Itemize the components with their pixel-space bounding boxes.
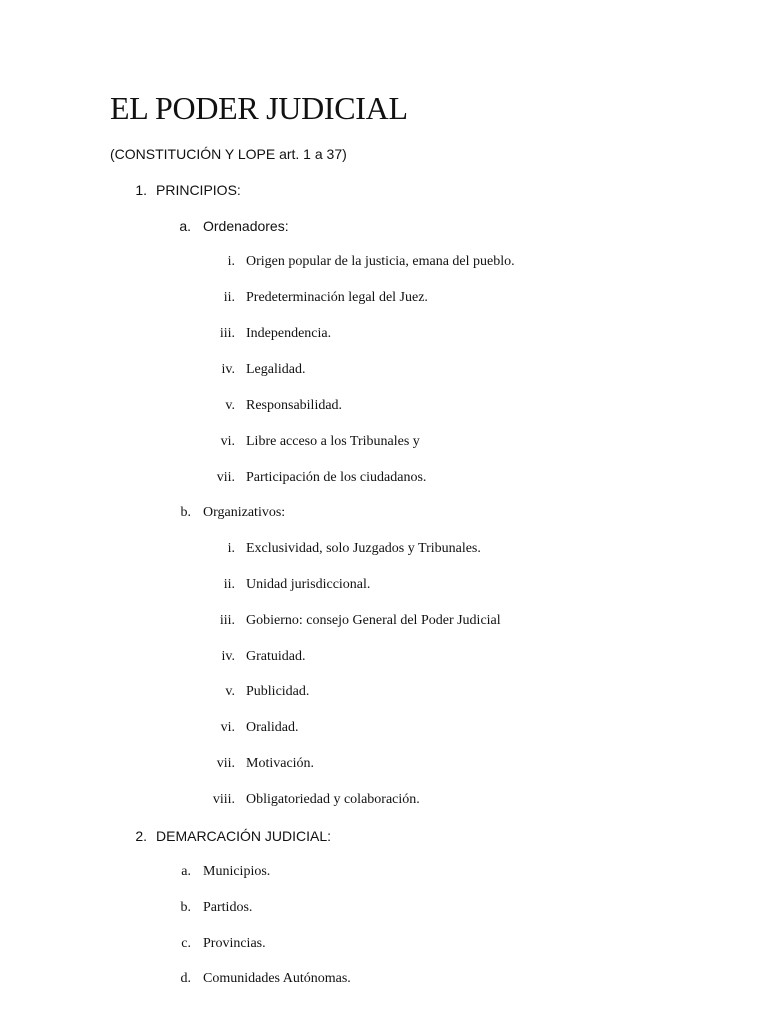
page-title: EL PODER JUDICIAL bbox=[110, 90, 408, 126]
list-marker: c. bbox=[181, 936, 191, 951]
list-item-text: Gobierno: consejo General del Poder Judicial bbox=[246, 613, 501, 628]
list-marker: ii. bbox=[223, 290, 235, 305]
list-marker: i. bbox=[227, 254, 235, 269]
list-marker: iii. bbox=[219, 326, 235, 341]
list-marker: a. bbox=[179, 218, 191, 234]
list-item-text: Municipios. bbox=[203, 864, 271, 879]
list-item-text: Unidad jurisdiccional. bbox=[246, 577, 371, 592]
list-item-text: Motivación. bbox=[246, 756, 315, 771]
list-marker: a. bbox=[181, 864, 191, 879]
list-item-text: Exclusividad, solo Juzgados y Tribunales. bbox=[246, 541, 481, 556]
list-marker: iv. bbox=[221, 362, 235, 377]
list-marker: viii. bbox=[212, 792, 235, 807]
list-item-text: Responsabilidad. bbox=[246, 398, 343, 413]
list-item-text: Legalidad. bbox=[246, 362, 306, 377]
list-marker: vii. bbox=[216, 470, 235, 485]
list-item-text: DEMARCACIÓN JUDICIAL: bbox=[156, 828, 332, 844]
list-item-text: Participación de los ciudadanos. bbox=[246, 470, 427, 485]
list-marker: b. bbox=[180, 900, 191, 915]
list-item-text: Partidos. bbox=[203, 900, 253, 915]
list-marker: b. bbox=[180, 505, 191, 520]
list-item-text: Oralidad. bbox=[246, 720, 299, 735]
list-item-text: Publicidad. bbox=[246, 684, 310, 699]
list-item-text: Origen popular de la justicia, emana del pueblo. bbox=[246, 254, 515, 269]
page-subtitle: (CONSTITUCIÓN Y LOPE art. 1 a 37) bbox=[110, 146, 347, 162]
list-marker: v. bbox=[225, 398, 235, 413]
list-marker: 1. bbox=[135, 182, 147, 198]
list-item-text: Libre acceso a los Tribunales y bbox=[246, 434, 420, 449]
list-item-text: Provincias. bbox=[203, 936, 266, 951]
list-marker: iv. bbox=[221, 649, 235, 664]
list-item-text: Independencia. bbox=[246, 326, 332, 341]
list-item-text: PRINCIPIOS: bbox=[156, 182, 241, 198]
list-marker: 2. bbox=[135, 828, 147, 844]
list-item-text: Obligatoriedad y colaboración. bbox=[246, 792, 420, 807]
list-item-text: Comunidades Autónomas. bbox=[203, 971, 351, 986]
list-marker: d. bbox=[180, 971, 191, 986]
list-marker: i. bbox=[227, 541, 235, 556]
list-item-text: Organizativos: bbox=[203, 505, 286, 520]
list-marker: vii. bbox=[216, 756, 235, 771]
list-item-text: Predeterminación legal del Juez. bbox=[246, 290, 428, 305]
list-marker: vi. bbox=[220, 434, 235, 449]
list-marker: ii. bbox=[223, 577, 235, 592]
list-marker: iii. bbox=[219, 613, 235, 628]
list-item-text: Ordenadores: bbox=[203, 218, 289, 234]
list-marker: vi. bbox=[220, 720, 235, 735]
list-marker: v. bbox=[225, 684, 235, 699]
list-item-text: Gratuidad. bbox=[246, 649, 306, 664]
